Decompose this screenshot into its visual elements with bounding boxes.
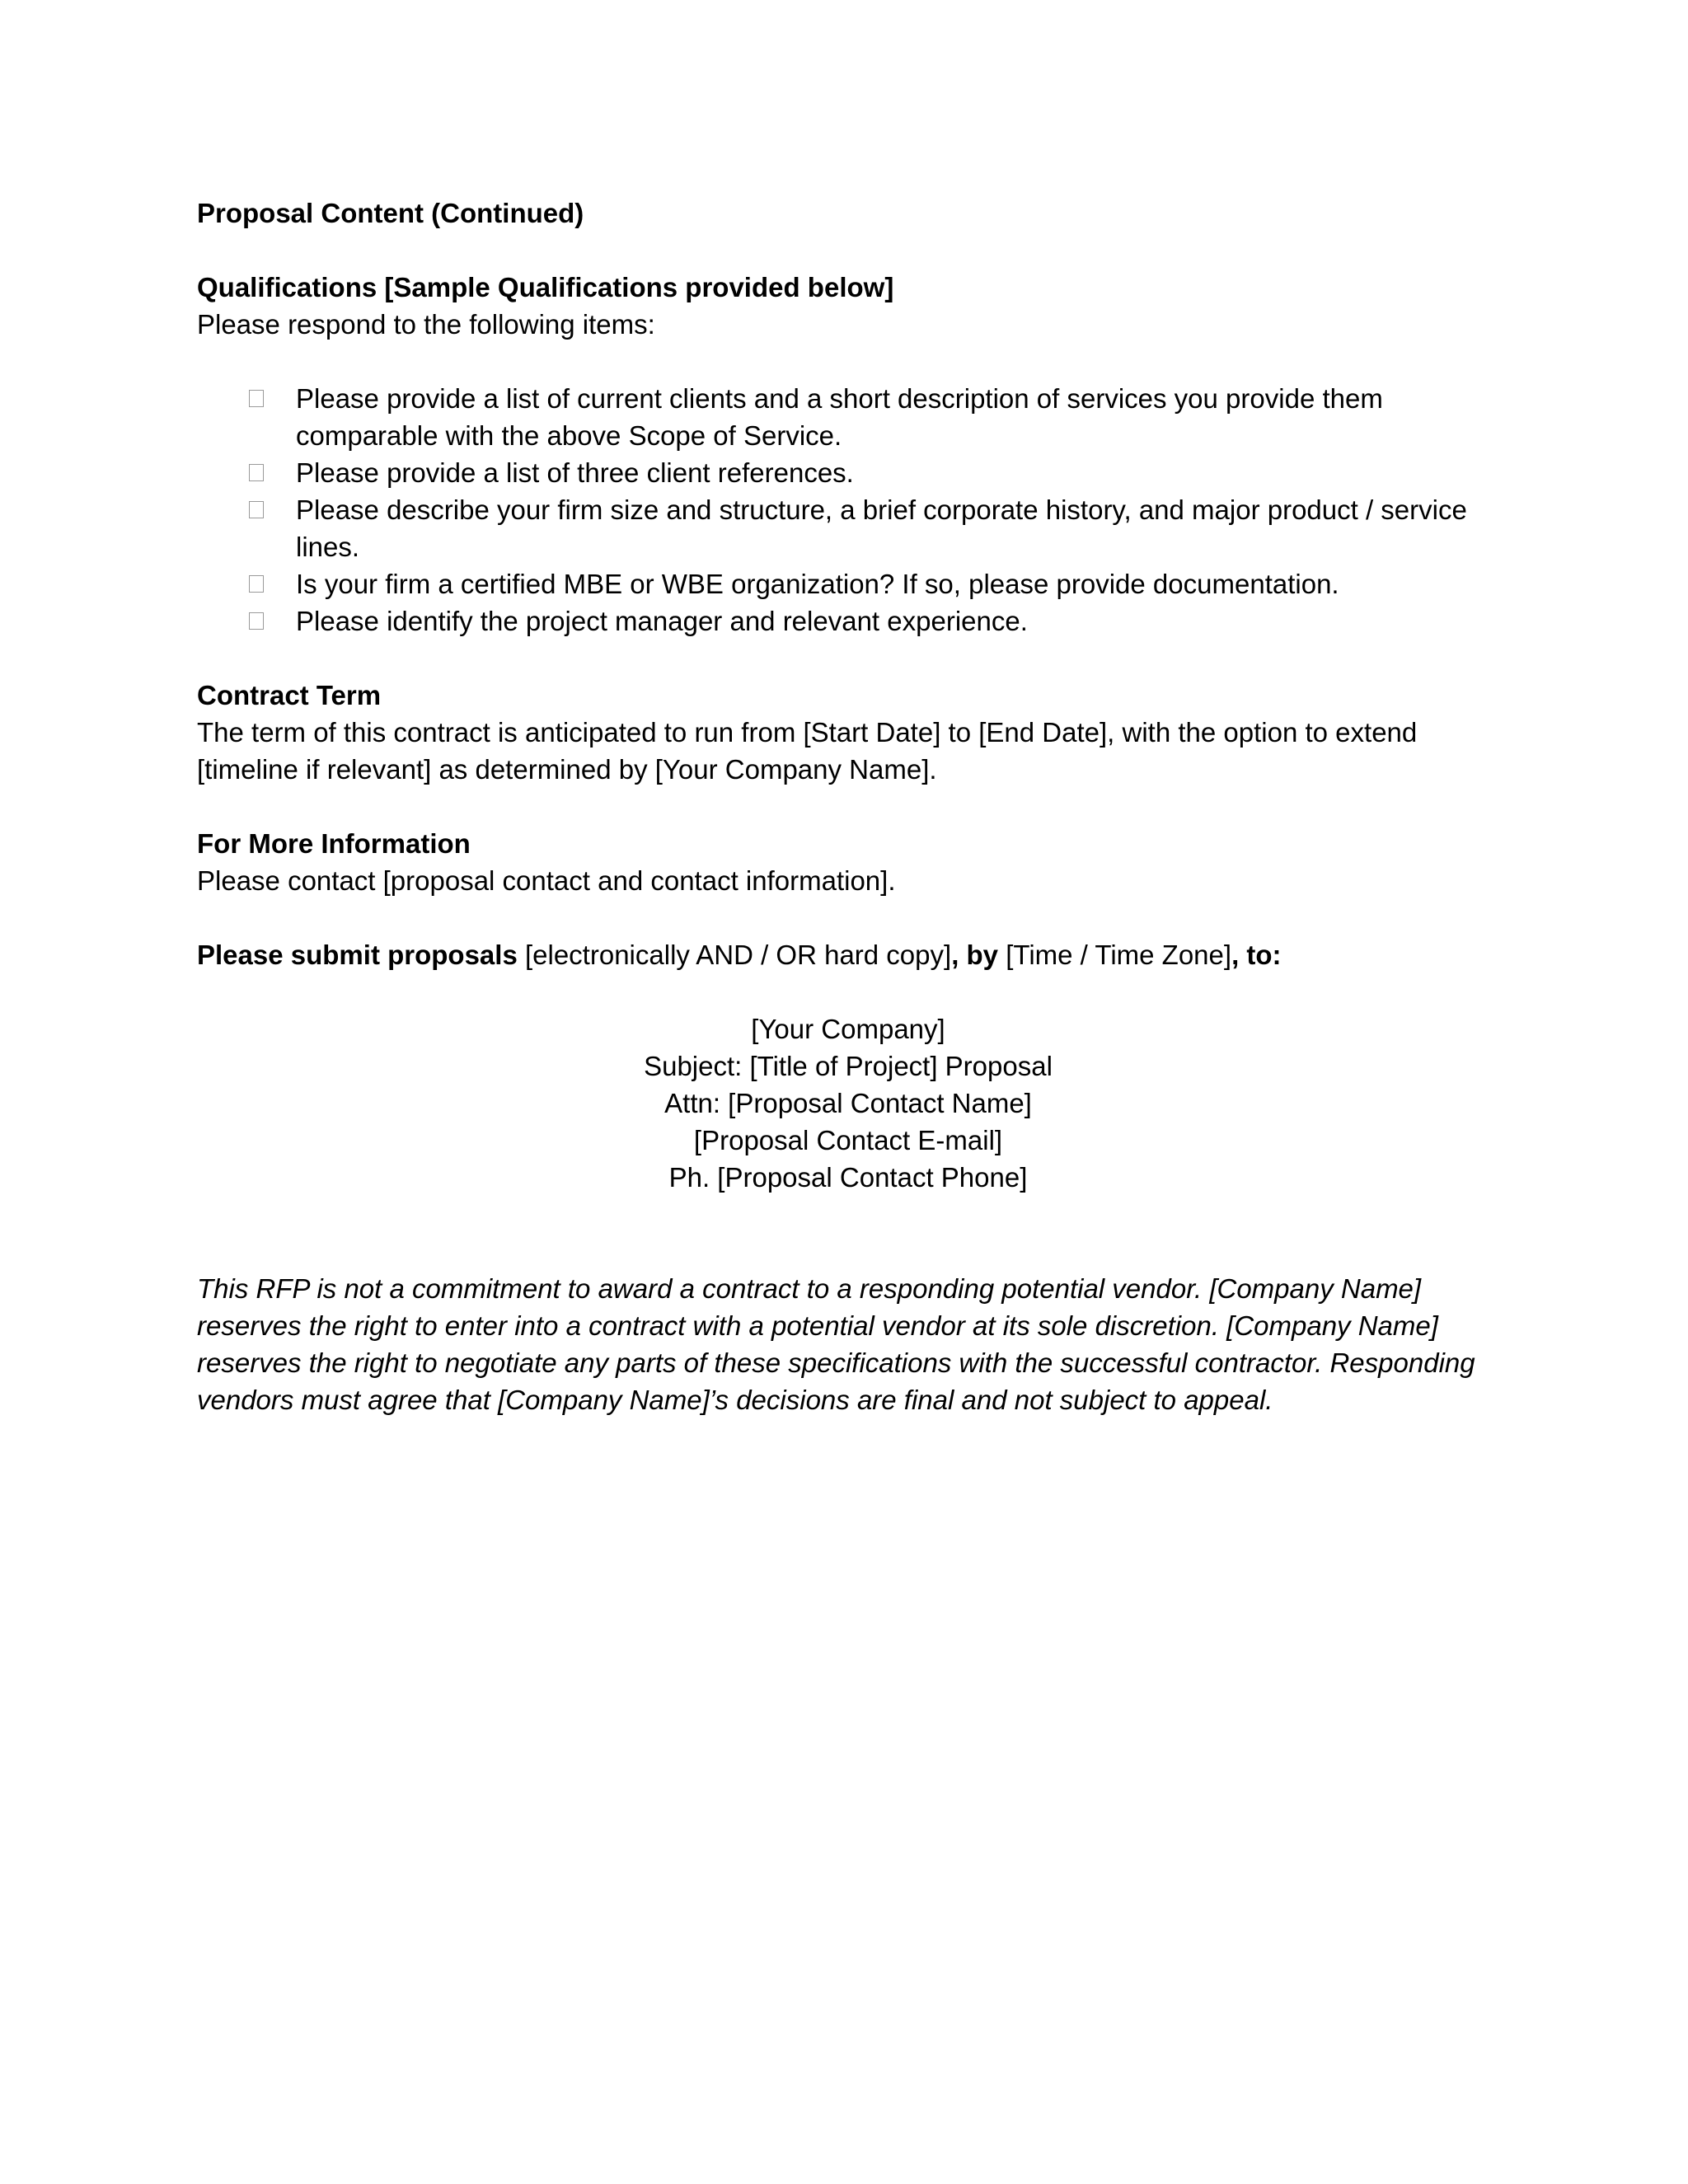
spacer	[197, 232, 1499, 269]
disclaimer-text: This RFP is not a commitment to award a contract to a responding potential vendor. [Company Name] reserves the right to enter into a contract with a potential vendor at its sole discretion. [Company Name] reserves the right to negotiate any parts of these specifications with the successful contractor. Responding vendors must agree that [Company Name]’s decisions are final and not subject to appeal.	[197, 1273, 1475, 1415]
submit-deadline: [Time / Time Zone]	[998, 940, 1232, 970]
submit-bold-lead: Please submit proposals	[197, 940, 518, 970]
list-item	[197, 454, 1499, 491]
checkbox-icon	[249, 501, 264, 518]
spacer	[197, 788, 1499, 825]
submit-bold-by: , by	[951, 940, 999, 970]
list-item-text: Please provide a list of current clients and a short description of services you provide them comparable with the above Scope of Service.	[296, 383, 1383, 451]
qualifications-heading: Qualifications [Sample Qualifications provided below]	[197, 272, 894, 302]
checkbox-icon	[249, 575, 264, 593]
checkbox-icon	[249, 612, 264, 630]
spacer	[197, 973, 1499, 1010]
checkbox-icon	[249, 464, 264, 481]
qualifications-list	[197, 380, 1499, 640]
more-info-text: Please contact [proposal contact and contact information].	[197, 865, 896, 896]
contract-term-heading: Contract Term	[197, 680, 382, 710]
spacer	[197, 640, 1499, 677]
submission-address	[197, 1010, 1499, 1196]
spacer	[197, 1233, 1499, 1270]
list-item-text: Is your firm a certified MBE or WBE organization? If so, please provide documentation.	[296, 569, 1339, 599]
qualifications-intro: Please respond to the following items:	[197, 309, 655, 340]
contract-term-text: The term of this contract is anticipated to run from [Start Date] to [End Date], with the option to extend [timeline if relevant] as determined by [Your Company Name].	[197, 717, 1418, 785]
more-info-heading: For More Information	[197, 828, 471, 859]
address-phone: Ph. [Proposal Contact Phone]	[668, 1162, 1028, 1193]
list-item-text: Please describe your firm size and structure, a brief corporate history, and major product / service lines.	[296, 494, 1467, 562]
address-company: [Your Company]	[751, 1014, 945, 1044]
spacer	[197, 343, 1499, 380]
address-subject: Subject: [Title of Project] Proposal	[644, 1051, 1053, 1081]
spacer	[197, 1196, 1499, 1233]
spacer	[197, 899, 1499, 936]
list-item-text: Please provide a list of three client references.	[296, 457, 854, 488]
page-content	[197, 194, 1499, 1418]
list-item	[197, 565, 1499, 602]
address-attn: Attn: [Proposal Contact Name]	[664, 1088, 1032, 1118]
page-heading: Proposal Content (Continued)	[197, 198, 584, 228]
submit-instructions	[197, 936, 1499, 973]
list-item-text: Please identify the project manager and relevant experience.	[296, 606, 1028, 636]
list-item	[197, 491, 1499, 565]
checkbox-icon	[249, 390, 264, 407]
submit-bold-to: , to:	[1231, 940, 1282, 970]
submit-method: [electronically AND / OR hard copy]	[517, 940, 952, 970]
address-email: [Proposal Contact E-mail]	[693, 1125, 1003, 1155]
list-item	[197, 602, 1499, 640]
list-item	[197, 380, 1499, 454]
